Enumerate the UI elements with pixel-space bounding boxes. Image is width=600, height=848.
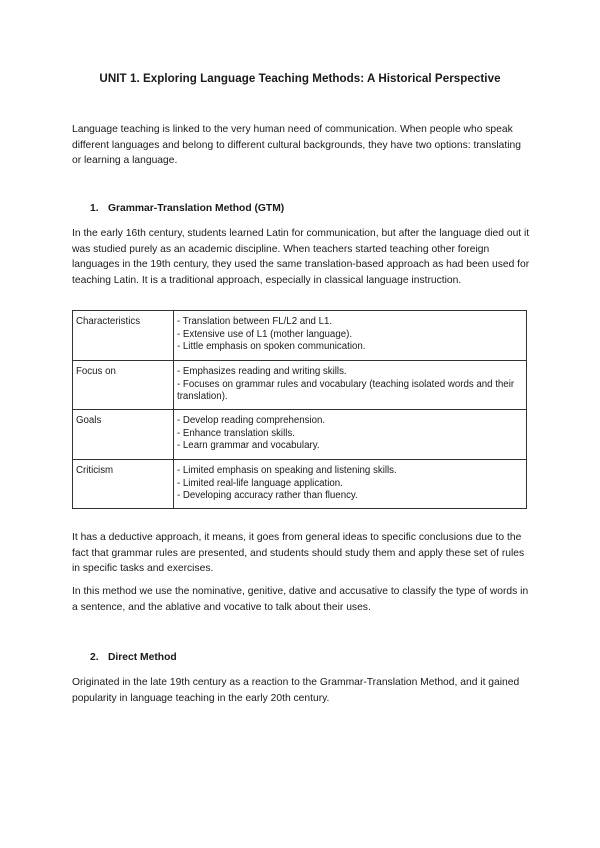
table-row	[73, 410, 527, 460]
list-item: - Limited real-life language application.	[177, 477, 343, 489]
list-item: - Little emphasis on spoken communication.	[177, 341, 366, 353]
section-title: Grammar-Translation Method (GTM)	[108, 203, 285, 214]
row-content	[174, 311, 527, 361]
section-number: 1.	[90, 203, 99, 214]
row-label: Goals	[73, 410, 174, 460]
direct-method-paragraph: Originated in the late 19th century as a reaction to the Grammar-Translation Method, and it gained popularity in language teaching in the early 20th century.	[72, 677, 520, 704]
section-heading-direct-method	[90, 652, 177, 663]
section-title: Direct Method	[108, 652, 177, 663]
gtm-paragraph: In the early 16th century, students learned Latin for communication, but after the language died out it was studied purely as an academic discipline. When teachers started teaching other foreign languages in the 19th century, they used the same translation-based approach as had been used for teaching Latin. It is a traditional approach, especially in classical language instruction.	[72, 228, 530, 286]
table-row	[73, 361, 527, 410]
list-item: - Extensive use of L1 (mother language).	[177, 328, 353, 340]
section-number: 2.	[90, 652, 99, 663]
document-title: UNIT 1. Exploring Language Teaching Methods: A Historical Perspective	[99, 72, 501, 85]
list-item: - Developing accuracy rather than fluency.	[177, 490, 358, 502]
row-label: Focus on	[73, 361, 174, 410]
row-content	[174, 410, 527, 460]
cases-paragraph: In this method we use the nominative, genitive, dative and accusative to classify the type of words in a sentence, and the ablative and vocative to talk about their uses.	[72, 586, 529, 613]
list-item: - Develop reading comprehension.	[177, 415, 326, 426]
row-content	[174, 460, 527, 509]
table-row	[73, 460, 527, 509]
deductive-paragraph: It has a deductive approach, it means, it goes from general ideas to specific conclusions due to the fact that grammar rules are presented, and students should study them and apply these set of rules in specific tasks and exercises.	[72, 532, 525, 575]
section-heading-gtm	[90, 203, 284, 214]
list-item: - Enhance translation skills.	[177, 427, 295, 439]
row-label: Criticism	[73, 460, 174, 509]
list-item: - Focuses on grammar rules and vocabulary (teaching isolated words and their translation).	[177, 378, 515, 403]
list-item: - Translation between FL/L2 and L1.	[177, 316, 333, 327]
list-item: - Learn grammar and vocabulary.	[177, 440, 320, 452]
list-item: - Emphasizes reading and writing skills.	[177, 366, 347, 377]
gtm-table	[72, 310, 527, 509]
table-row	[73, 311, 527, 361]
intro-paragraph: Language teaching is linked to the very human need of communication. When people who speak different languages and belong to different cultural backgrounds, they have two options: translating or learning a language.	[72, 124, 521, 167]
row-label: Characteristics	[73, 311, 174, 361]
row-content	[174, 361, 527, 410]
list-item: - Limited emphasis on speaking and listening skills.	[177, 465, 397, 476]
